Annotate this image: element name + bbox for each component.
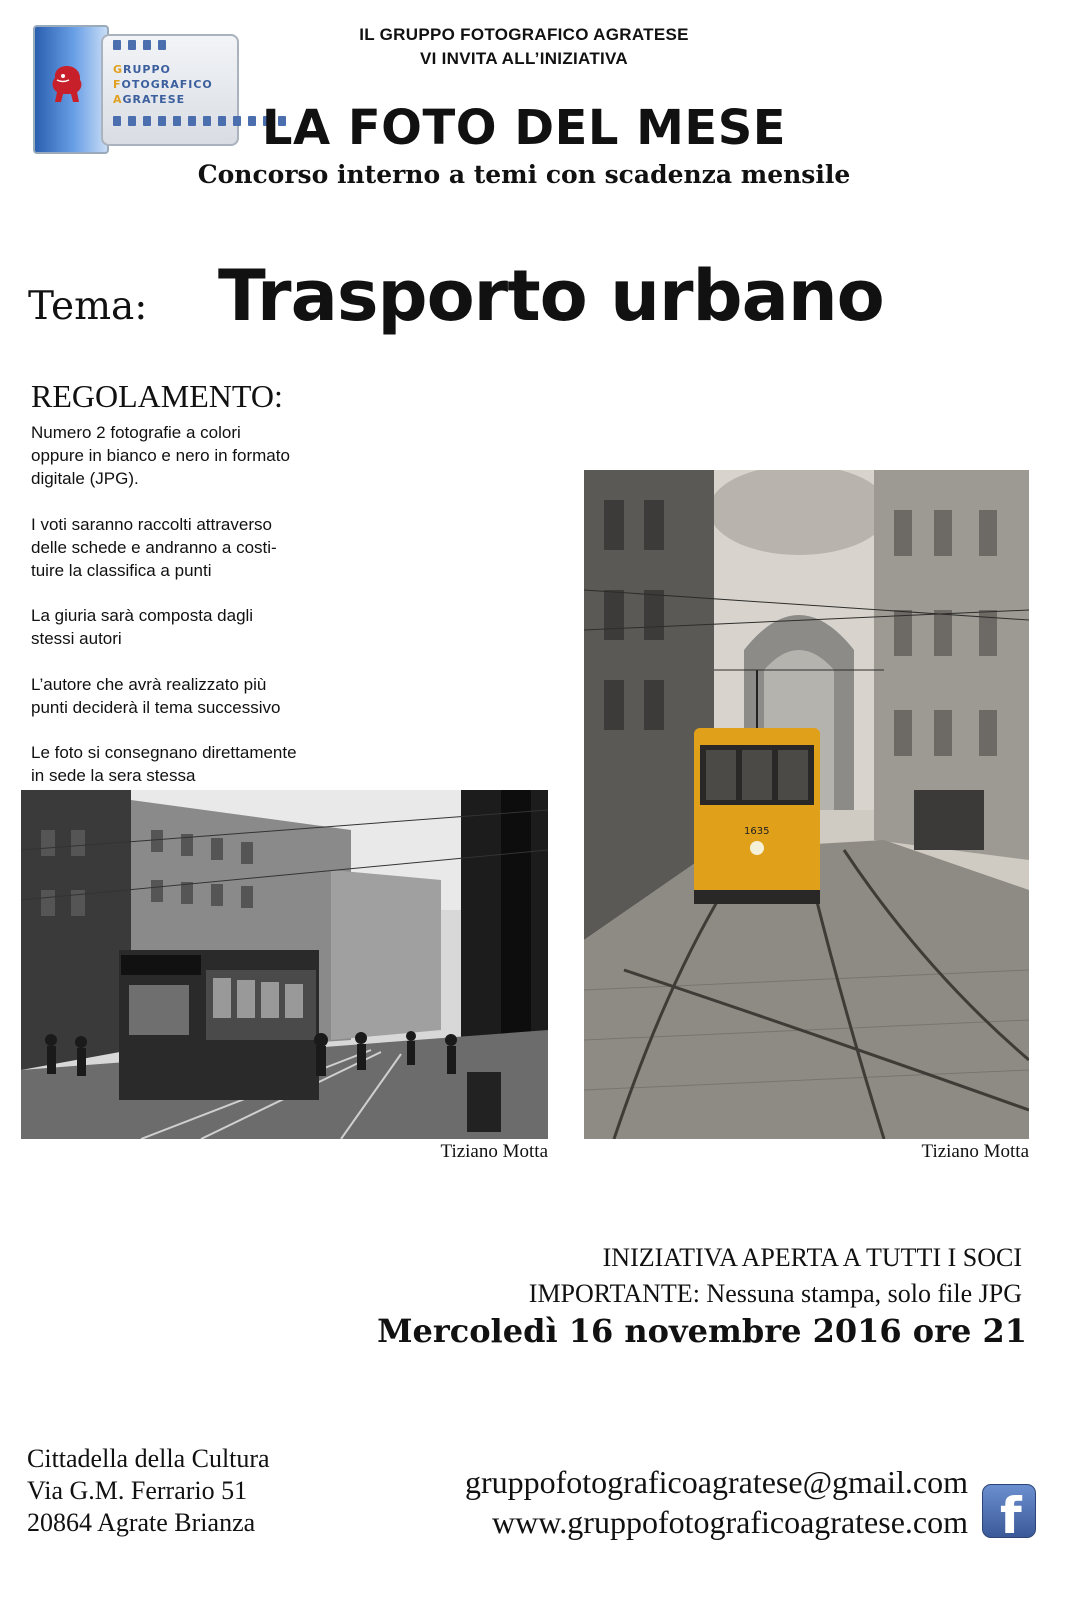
rule-item: Le foto si consegnano direttamente in sede la sera stessa: [31, 743, 297, 785]
rules-title: REGOLAMENTO:: [31, 378, 283, 414]
event-date: Mercoledì 16 novembre 2016 ore 21: [377, 1312, 1027, 1350]
rule-item: I voti saranno raccolti attraverso delle schede e andranno a costi- tuire la classifica a punti: [31, 514, 277, 580]
page-title: LA FOTO DEL MESE: [261, 100, 787, 156]
logo-word-gruppo: GRUPPO: [113, 63, 171, 76]
theme-value: Trasporto urbano: [218, 255, 884, 337]
club-logo: [33, 22, 238, 154]
intro-line-2: VI INVITA ALL’INIZIATIVA: [419, 49, 629, 68]
rule-item: Numero 2 fotografie a colori oppure in bianco e nero in formato digitale (JPG).: [31, 423, 290, 488]
facebook-icon[interactable]: [982, 1484, 1036, 1538]
rule-item: La giuria sarà composta dagli stessi autori: [31, 606, 254, 648]
photo-yellow-tram: [584, 470, 1029, 1139]
contact-email[interactable]: gruppofotograficoagratese@gmail.com: [464, 1464, 968, 1500]
logo-word-agratese: AGRATESE: [113, 93, 186, 106]
lion-emblem-icon: [47, 62, 87, 106]
page-subtitle: Concorso interno a temi con scadenza mensile: [197, 160, 851, 189]
logo-word-fotografico: FOTOGRAFICO: [113, 78, 213, 91]
svg-text:1635: 1635: [744, 826, 770, 837]
address-street: Via G.M. Ferrario 51: [27, 1476, 248, 1505]
photo-credit-left: Tiziano Motta: [440, 1141, 548, 1162]
film-holes-top: [113, 40, 166, 50]
address-venue: Cittadella della Cultura: [27, 1444, 270, 1473]
intro-line-1: IL GRUPPO FOTOGRAFICO AGRATESE: [359, 25, 689, 44]
info-important-note: IMPORTANTE: Nessuna stampa, solo file JPG: [528, 1279, 1022, 1308]
facebook-letter: f: [1000, 1487, 1022, 1538]
photo-bw-tram: [21, 790, 548, 1139]
info-open-to-members: INIZIATIVA APERTA A TUTTI I SOCI: [602, 1243, 1022, 1272]
photo-credit-right: Tiziano Motta: [921, 1141, 1029, 1162]
contact-website[interactable]: www.gruppofotograficoagratese.com: [492, 1504, 968, 1540]
theme-label: Tema:: [28, 284, 148, 329]
rules-list: [31, 421, 361, 810]
address-city: 20864 Agrate Brianza: [27, 1508, 256, 1537]
rule-item: L’autore che avrà realizzato più punti deciderà il tema successivo: [31, 674, 281, 717]
